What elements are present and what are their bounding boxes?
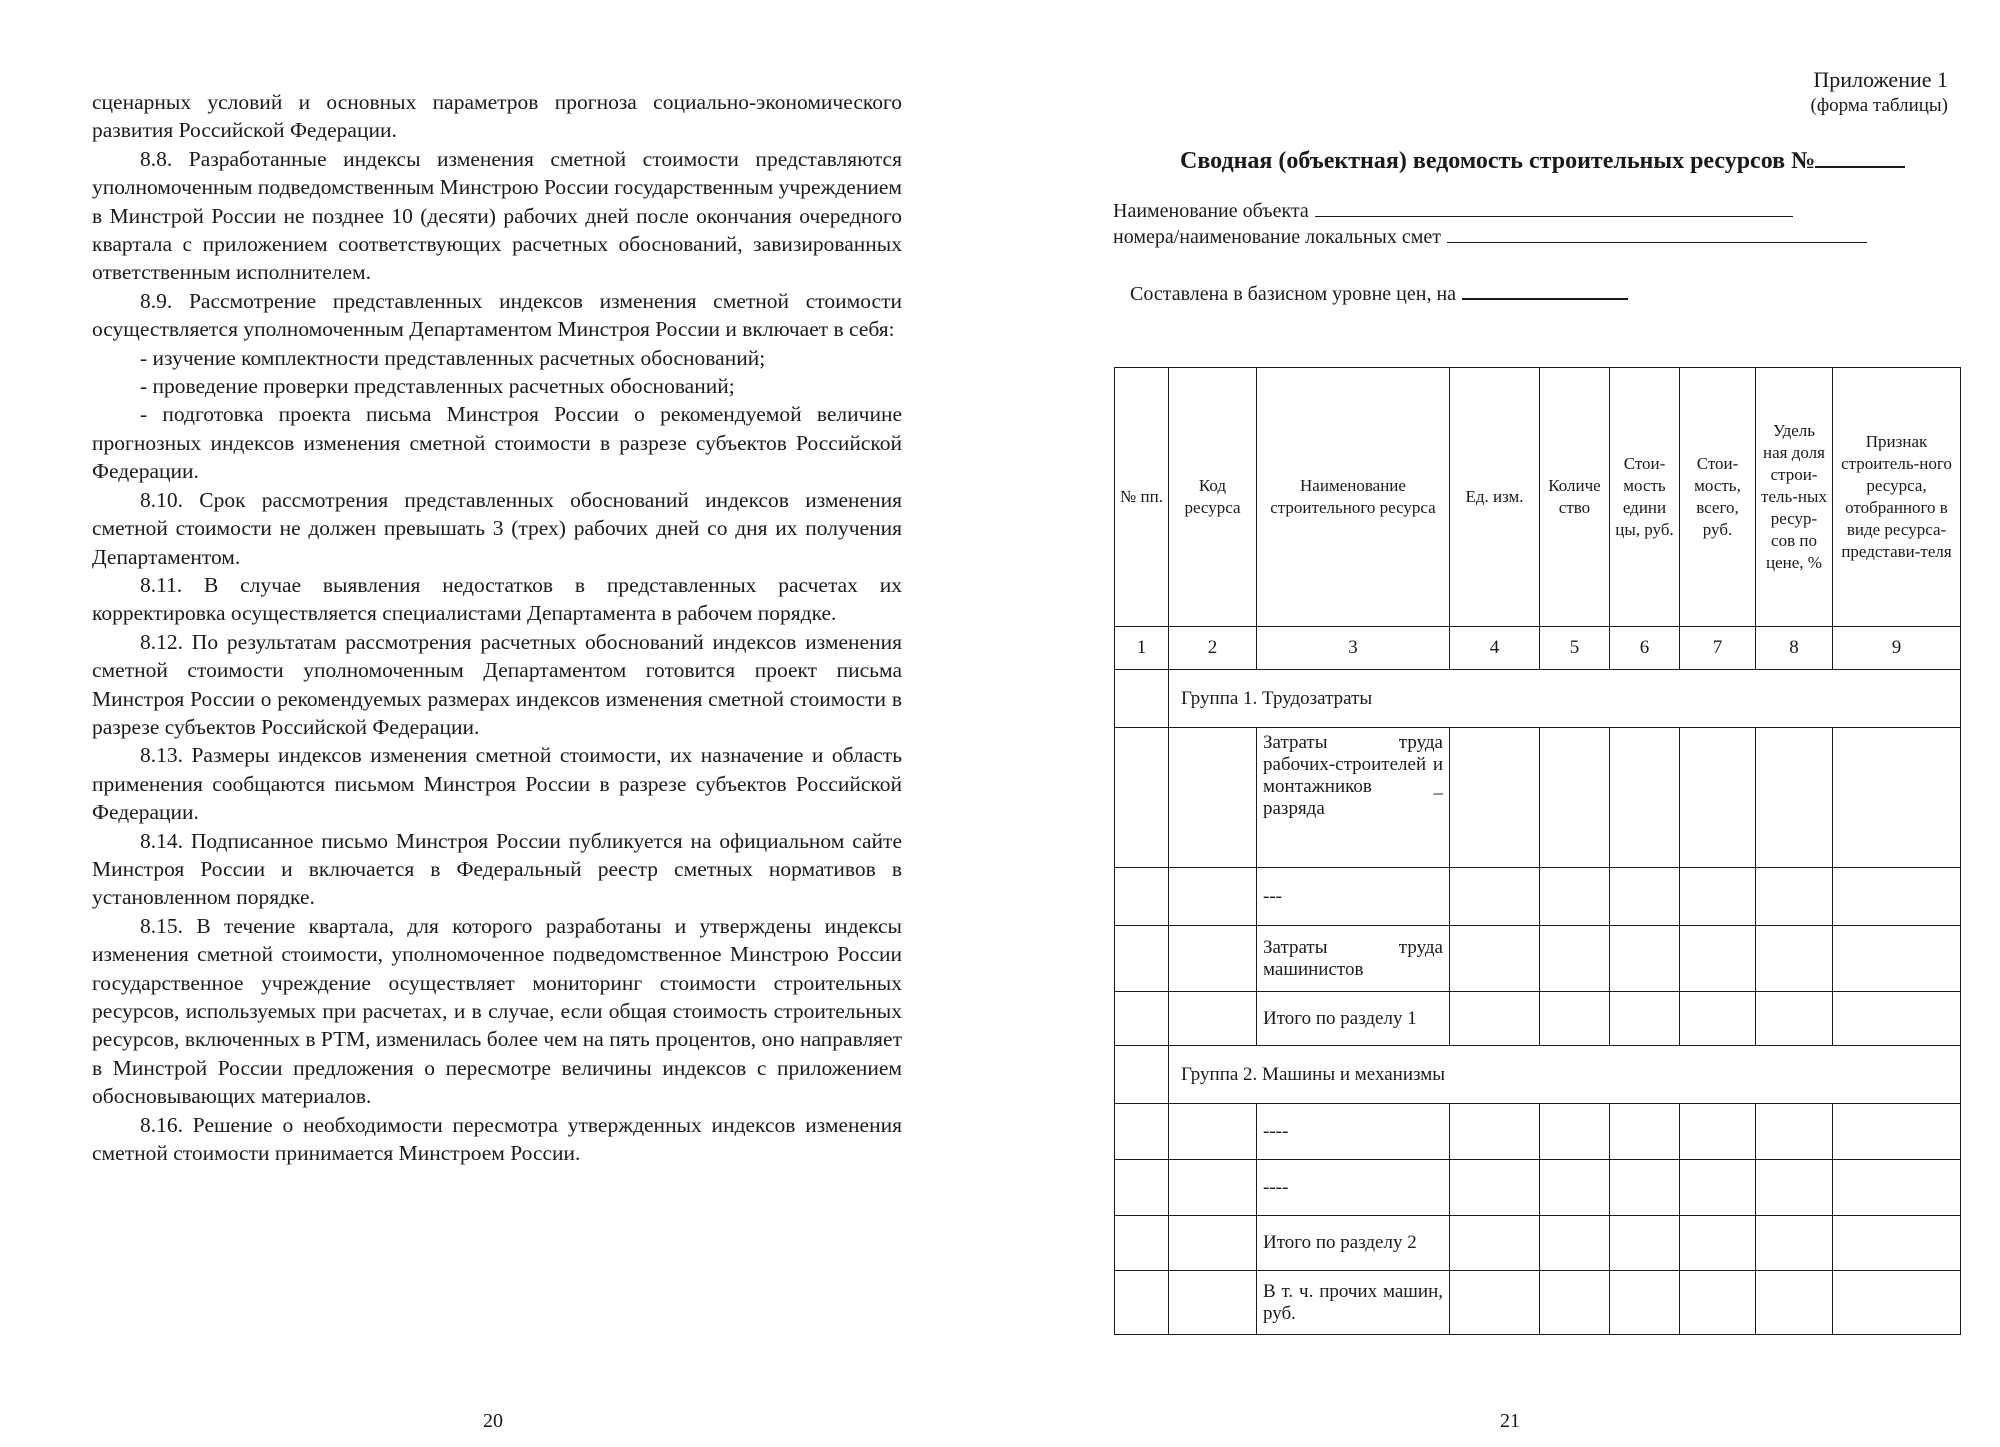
object-name-field <box>1113 198 1793 223</box>
form-title <box>1180 146 1905 175</box>
table-cell <box>1610 1104 1680 1160</box>
appendix-title: Приложение 1 <box>1813 67 1948 92</box>
resource-name-cell: Затраты труда машинистов <box>1257 926 1450 992</box>
table-row <box>1115 1271 1961 1335</box>
table-cell <box>1610 1216 1680 1271</box>
table-cell <box>1756 1104 1833 1160</box>
resource-name-cell: ---- <box>1257 1160 1450 1216</box>
table-cell <box>1450 926 1540 992</box>
other-machines-cell: В т. ч. прочих машин, руб. <box>1257 1271 1450 1335</box>
table-cell <box>1540 1160 1610 1216</box>
column-numbers-row <box>1115 627 1961 670</box>
table-cell <box>1115 1046 1169 1104</box>
column-number: 7 <box>1680 627 1756 670</box>
column-number: 1 <box>1115 627 1169 670</box>
paragraph: 8.12. По результатам рассмотрения расчетных обоснований индексов изменения сметной стоимости уполномоченным Департаментом готовится проект письма Минстроя России о рекомендуемых размерах индексов изменения сметной стоимости в разрезе субъектов Российской Федерации. <box>92 629 902 739</box>
table-row <box>1115 728 1961 868</box>
table-cell <box>1540 1216 1610 1271</box>
table-cell <box>1833 1160 1961 1216</box>
paragraph: 8.10. Срок рассмотрения представленных обоснований индексов изменения сметной стоимости не должен превышать 3 (трех) рабочих дней со дня их получения Департаментом. <box>92 487 902 569</box>
table-cell <box>1756 992 1833 1046</box>
paragraph: 8.8. Разработанные индексы изменения сметной стоимости представляются уполномоченным подведомственным Минстрою России государственным учреждением в Минстрой России не позднее 10 (десяти) рабочих дней после окончания очередного квартала с приложением соответствующих расчетных обоснований, завизированных ответственным исполнителем. <box>92 146 902 285</box>
table-row <box>1115 992 1961 1046</box>
table-cell <box>1450 868 1540 926</box>
column-number: 2 <box>1169 627 1257 670</box>
table-cell <box>1540 1271 1610 1335</box>
col-header-share: Удель ная доля строи-тель-ных ресур-сов по цене, % <box>1756 368 1833 627</box>
table-row <box>1115 1160 1961 1216</box>
table-header-row <box>1115 368 1961 627</box>
local-estimates-blank <box>1447 224 1867 243</box>
appendix-subtitle: (форма таблицы) <box>1810 95 1948 116</box>
table-cell <box>1115 926 1169 992</box>
table-cell <box>1115 728 1169 868</box>
column-number: 4 <box>1450 627 1540 670</box>
table-cell <box>1115 1160 1169 1216</box>
table-cell <box>1450 1160 1540 1216</box>
table-cell <box>1756 1216 1833 1271</box>
table-cell <box>1610 992 1680 1046</box>
table-cell <box>1169 1216 1257 1271</box>
form-number-blank <box>1815 146 1905 168</box>
col-header-code: Код ресурса <box>1169 368 1257 627</box>
object-name-label: Наименование объекта <box>1113 200 1309 222</box>
table-cell <box>1450 1271 1540 1335</box>
table-row <box>1115 868 1961 926</box>
table-cell <box>1756 868 1833 926</box>
price-level-label: Составлена в базисном уровне цен, на <box>1130 283 1457 305</box>
resource-name-cell: --- <box>1257 868 1450 926</box>
table-cell <box>1833 868 1961 926</box>
table-cell <box>1169 926 1257 992</box>
paragraph: 8.13. Размеры индексов изменения сметной стоимости, их назначение и область применения сообщаются письмом Минстроя России в разрезе субъектов Российской Федерации. <box>92 743 902 825</box>
total-1-cell: Итого по разделу 1 <box>1257 992 1450 1046</box>
table-cell <box>1169 1160 1257 1216</box>
col-header-number: № пп. <box>1115 368 1169 627</box>
col-header-total-cost: Стои-мость, всего, руб. <box>1680 368 1756 627</box>
price-level-field <box>1130 280 1628 306</box>
col-header-unit-cost: Стои-мость едини цы, руб. <box>1610 368 1680 627</box>
table-cell <box>1450 992 1540 1046</box>
right-page <box>1000 0 2000 1447</box>
table-cell <box>1833 728 1961 868</box>
table-cell <box>1540 728 1610 868</box>
left-page-text <box>92 88 902 1167</box>
paragraph: - изучение комплектности представленных расчетных обоснований; <box>140 345 766 370</box>
table-row <box>1115 1104 1961 1160</box>
table-cell <box>1680 926 1756 992</box>
table-cell <box>1115 1216 1169 1271</box>
table-cell <box>1680 728 1756 868</box>
table-cell <box>1169 1104 1257 1160</box>
total-2-cell: Итого по разделу 2 <box>1257 1216 1450 1271</box>
paragraph: 8.16. Решение о необходимости пересмотра утвержденных индексов изменения сметной стоимости принимается Минстроем России. <box>92 1112 902 1166</box>
object-name-blank <box>1315 198 1793 217</box>
column-number: 5 <box>1540 627 1610 670</box>
table-cell <box>1169 868 1257 926</box>
table-cell <box>1115 992 1169 1046</box>
form-title-text: Сводная (объектная) ведомость строительных ресурсов № <box>1180 148 1816 174</box>
paragraph: - проведение проверки представленных расчетных обоснований; <box>140 374 735 399</box>
page-number-right: 21 <box>1500 1410 1520 1432</box>
group-1-label: Группа 1. Трудозатраты <box>1169 670 1961 728</box>
table-cell <box>1610 868 1680 926</box>
table-cell <box>1450 1104 1540 1160</box>
table-cell <box>1833 1216 1961 1271</box>
table-cell <box>1833 926 1961 992</box>
table-cell <box>1450 1216 1540 1271</box>
table-cell <box>1756 1271 1833 1335</box>
table-cell <box>1610 926 1680 992</box>
table-cell <box>1680 1104 1756 1160</box>
col-header-unit: Ед. изм. <box>1450 368 1540 627</box>
group-row <box>1115 1046 1961 1104</box>
local-estimates-field <box>1113 224 1867 249</box>
appendix-label <box>1811 66 1949 118</box>
table-cell <box>1610 1271 1680 1335</box>
table-cell <box>1169 992 1257 1046</box>
table-cell <box>1450 728 1540 868</box>
table-cell <box>1680 1216 1756 1271</box>
column-number: 6 <box>1610 627 1680 670</box>
table-cell <box>1680 868 1756 926</box>
table-cell <box>1680 1271 1756 1335</box>
table-cell <box>1833 1271 1961 1335</box>
table-cell <box>1540 992 1610 1046</box>
table-cell <box>1680 992 1756 1046</box>
page-number-left: 20 <box>483 1410 503 1432</box>
table-cell <box>1115 1271 1169 1335</box>
price-level-blank <box>1462 280 1628 300</box>
table-cell <box>1756 728 1833 868</box>
col-header-sign: Признак строитель-ного ресурса, отобранного в виде ресурса-представи-теля <box>1833 368 1961 627</box>
resources-table <box>1114 367 1961 1335</box>
table-cell <box>1115 670 1169 728</box>
local-estimates-label: номера/наименование локальных смет <box>1113 226 1441 248</box>
column-number: 9 <box>1833 627 1961 670</box>
table-cell <box>1115 868 1169 926</box>
table-cell <box>1610 728 1680 868</box>
table-cell <box>1540 868 1610 926</box>
table-cell <box>1169 728 1257 868</box>
table-cell <box>1610 1160 1680 1216</box>
col-header-quantity: Количе ство <box>1540 368 1610 627</box>
table-cell <box>1833 1104 1961 1160</box>
table-cell <box>1756 926 1833 992</box>
resource-name-cell: Затраты труда рабочих-строителей и монтажников _ разряда <box>1257 728 1450 868</box>
table-cell <box>1540 1104 1610 1160</box>
column-number: 8 <box>1756 627 1833 670</box>
column-number: 3 <box>1257 627 1450 670</box>
table-row <box>1115 1216 1961 1271</box>
resource-name-cell: ---- <box>1257 1104 1450 1160</box>
group-2-label: Группа 2. Машины и механизмы <box>1169 1046 1961 1104</box>
paragraph: 8.9. Рассмотрение представленных индексов изменения сметной стоимости осуществляется уполномоченным Департаментом Минстроя России и включает в себя: <box>92 288 902 342</box>
table-cell <box>1680 1160 1756 1216</box>
paragraph: - подготовка проекта письма Минстроя России о рекомендуемой величине прогнозных индексов изменения сметной стоимости в разрезе субъектов Российской Федерации. <box>92 402 902 484</box>
table-cell <box>1756 1160 1833 1216</box>
table-cell <box>1540 926 1610 992</box>
paragraph: 8.14. Подписанное письмо Минстроя России публикуется на официальном сайте Минстроя России и включается в Федеральный реестр сметных нормативов в установленном порядке. <box>92 828 902 910</box>
group-row <box>1115 670 1961 728</box>
table-cell <box>1833 992 1961 1046</box>
paragraph: 8.15. В течение квартала, для которого разработаны и утверждены индексы изменения сметной стоимости, уполномоченное подведомственное Минстрою России государственное учреждение осуществляет мониторинг стоимости строительных ресурсов, используемых при расчетах, и в случае, если общая стоимость строительных ресурсов, включенных в РТМ, изменилась более чем на пять процентов, оно направляет в Минстрой России предложения о пересмотре величины индексов с приложением обосновывающих материалов. <box>92 913 902 1109</box>
table-cell <box>1115 1104 1169 1160</box>
col-header-resource-name: Наименование строительного ресурса <box>1257 368 1450 627</box>
paragraph: сценарных условий и основных параметров прогноза социально-экономического развития Российской Федерации. <box>92 90 902 143</box>
paragraph: 8.11. В случае выявления недостатков в представленных расчетах их корректировка осуществляется специалистами Департамента в рабочем порядке. <box>92 572 902 626</box>
table-cell <box>1169 1271 1257 1335</box>
table-row <box>1115 926 1961 992</box>
